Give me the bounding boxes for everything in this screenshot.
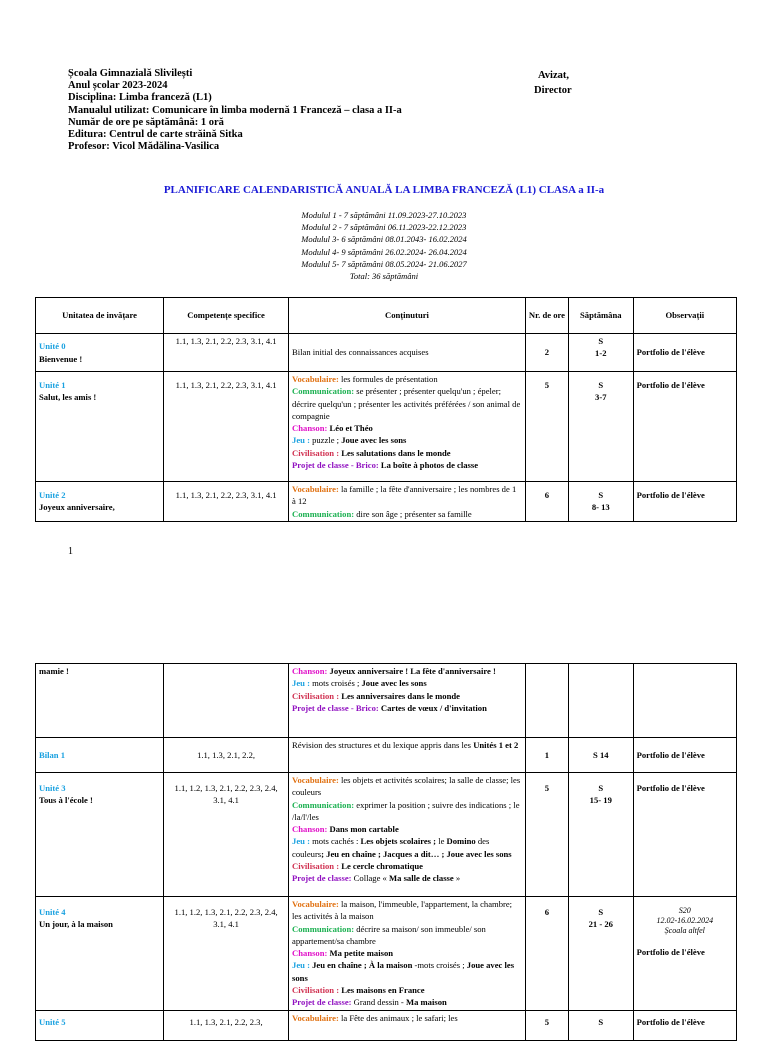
week-prefix: S bbox=[598, 783, 604, 793]
unit-cell bbox=[36, 1010, 164, 1040]
content-cell bbox=[289, 897, 526, 1011]
module-line: Modulul 1 - 7 săptămâni 11.09.2023-27.10.2023 bbox=[301, 210, 467, 220]
observations-text: Portfolio de l'élève bbox=[636, 380, 705, 390]
week-range: 1-2 bbox=[595, 348, 607, 359]
module-line: Modulul 3- 6 săptămâni 08.01.2043- 16.02.2024 bbox=[301, 234, 467, 245]
observation-note: S20 bbox=[678, 906, 691, 915]
game-text-bold: Joue avec les sons bbox=[341, 435, 407, 446]
week-range: 3-7 bbox=[595, 392, 607, 403]
module-line: Modulul 2 - 7 săptămâni 06.11.2023-22.12.2023 bbox=[301, 222, 467, 233]
school-header bbox=[68, 68, 402, 153]
unit-cell bbox=[36, 664, 164, 738]
project-text: Cartes de vœux / d'invitation bbox=[378, 702, 487, 713]
week-cell bbox=[568, 1010, 633, 1040]
game-text: mots cachés : bbox=[309, 836, 361, 847]
header-publisher: Editura: Centrul de carte străină Sitka bbox=[68, 129, 243, 141]
unit-label: Bilan 1 bbox=[39, 749, 66, 760]
week-cell bbox=[568, 372, 633, 482]
modules-list bbox=[0, 209, 768, 282]
unit-label: Unité 4 bbox=[39, 907, 66, 917]
unit-title-continued: mamie ! bbox=[39, 666, 69, 676]
unit-title: Joyeux anniversaire, bbox=[39, 502, 115, 513]
song-key: Chanson: bbox=[292, 423, 328, 434]
table-row bbox=[36, 334, 737, 372]
hours-value: 5 bbox=[544, 380, 550, 390]
communication-key: Communication: bbox=[292, 386, 355, 397]
competences-cell bbox=[164, 372, 289, 482]
page-title: PLANIFICARE CALENDARISTICĂ ANUALĂ LA LIMBA FRANCEZĂ (L1) CLASA a II-a bbox=[163, 184, 605, 196]
module-line: Modulul 4- 9 săptămâni 26.02.2024- 26.04.2024 bbox=[301, 246, 467, 257]
communication-key: Communication: bbox=[292, 923, 355, 934]
song-key: Chanson: bbox=[292, 666, 328, 676]
communication-text: exprimer la position ; suivre des indications ; le /la/l'/les bbox=[292, 799, 520, 822]
col-header-week: Săptămâna bbox=[568, 298, 633, 334]
observations-cell bbox=[633, 482, 736, 522]
song-text: Ma petite maison bbox=[327, 948, 394, 959]
unit-title: Un jour, à la maison bbox=[39, 919, 113, 930]
project-key: Projet de classe - Brico: bbox=[292, 460, 379, 471]
week-range: 21 - 26 bbox=[588, 919, 613, 930]
vocab-key: Vocabulaire: bbox=[292, 775, 339, 785]
competences-text: 1.1, 1.3, 2.1, 2.2, 2.3, 3.1, 4.1 bbox=[175, 380, 277, 390]
unit-label: Unité 1 bbox=[39, 380, 66, 390]
civilisation-text: Les salutations dans le monde bbox=[339, 447, 451, 458]
week-cell bbox=[568, 334, 633, 372]
hours-cell bbox=[525, 773, 568, 897]
game-key: Jeu : bbox=[292, 836, 310, 847]
week-range: 15- 19 bbox=[589, 795, 612, 806]
unit-cell bbox=[36, 773, 164, 897]
unit-label: Unité 5 bbox=[39, 1016, 66, 1027]
content-cell bbox=[289, 1010, 526, 1040]
game-text-3: des couleurs bbox=[292, 836, 490, 859]
table-row bbox=[36, 664, 737, 738]
table-row bbox=[36, 773, 737, 897]
vocab-text: la Fête des animaux ; le safari; les bbox=[338, 1012, 458, 1023]
hours-value: 5 bbox=[544, 1016, 550, 1027]
col-header-observations: Observații bbox=[633, 298, 736, 334]
project-text: Grand dessin - bbox=[351, 997, 406, 1008]
header-teacher: Profesor: Vicol Mădălina-Vasilica bbox=[68, 141, 220, 153]
table-row bbox=[36, 1010, 737, 1040]
hours-cell bbox=[525, 1010, 568, 1040]
observations-cell bbox=[633, 1010, 736, 1040]
competences-text: 1.1, 1.3, 2.1, 2.2, 2.3, 3.1, 4.1 bbox=[175, 490, 277, 500]
header-school: Școala Gimnazială Slivilești bbox=[68, 68, 193, 79]
observations-text: Portfolio de l'élève bbox=[636, 490, 705, 500]
competences-cell bbox=[164, 482, 289, 522]
unit-cell bbox=[36, 482, 164, 522]
song-key: Chanson: bbox=[292, 824, 328, 835]
song-text: Joyeux anniversaire ! La fête d'anniversaire ! bbox=[327, 666, 496, 676]
song-key: Chanson: bbox=[292, 948, 328, 959]
page-number: 1 bbox=[68, 546, 73, 557]
week-prefix: S bbox=[598, 490, 604, 500]
header-manual: Manualul utilizat: Comunicare în limba modernă 1 Franceză – clasa a II-a bbox=[68, 104, 402, 116]
hours-value: 5 bbox=[544, 783, 550, 793]
vocab-text: la famille ; la fête d'anniversaire ; les nombres de 1 à 12 bbox=[292, 484, 517, 507]
game-text-3-bold: ; Jeu en chaîne ; Jacques a dit… ; Joue avec les sons bbox=[321, 848, 512, 859]
game-text: mots croisés ; bbox=[309, 678, 362, 689]
communication-key: Communication: bbox=[292, 508, 355, 519]
civilisation-key: Civilisation : bbox=[292, 690, 340, 701]
vocab-key: Vocabulaire: bbox=[292, 899, 339, 909]
vocab-key: Vocabulaire: bbox=[292, 1012, 339, 1023]
civilisation-text: Le cercle chromatique bbox=[339, 861, 423, 872]
table-row bbox=[36, 738, 737, 773]
col-header-hours: Nr. de ore bbox=[525, 298, 568, 334]
content-cell bbox=[289, 773, 526, 897]
communication-text: décrire sa maison/ son immeuble/ son appartement/sa chambre bbox=[292, 923, 486, 946]
hours-cell bbox=[525, 482, 568, 522]
competences-cell: 1.1, 1.3, 2.1, 2.2, 2.3, 3.1, 4.1 bbox=[164, 334, 289, 372]
week-prefix: S bbox=[598, 907, 604, 917]
content-cell bbox=[289, 482, 526, 522]
content-cell bbox=[289, 664, 526, 738]
civilisation-key: Civilisation : bbox=[292, 985, 340, 996]
vocab-text: les objets et activités scolaires; la salle de classe; les couleurs bbox=[292, 775, 521, 798]
content-text-bold: Unités 1 et 2 bbox=[473, 740, 519, 750]
song-text: Dans mon cartable bbox=[327, 824, 399, 835]
game-key: Jeu : bbox=[292, 435, 310, 446]
game-text-2-bold: Joue avec les sons bbox=[292, 960, 515, 983]
competences-text: 1.1, 1.2, 1.3, 2.1, 2.2, 2.3, 2.4, 3.1, 4.1 bbox=[174, 907, 278, 930]
week-cell bbox=[568, 482, 633, 522]
unit-label: Unité 0 bbox=[39, 341, 66, 352]
table-row bbox=[36, 482, 737, 522]
game-key: Jeu : bbox=[292, 678, 310, 689]
competences-cell bbox=[164, 897, 289, 1011]
content-cell: Bilan initial des connaissances acquises bbox=[289, 334, 526, 372]
approval-block bbox=[534, 68, 572, 98]
unit-title: Salut, les amis ! bbox=[39, 392, 97, 403]
observation-note: 12.02-16.02.2024 bbox=[656, 916, 714, 925]
col-header-unit: Unitatea de invățare bbox=[36, 298, 164, 334]
civilisation-key: Civilisation : bbox=[292, 861, 340, 872]
game-text-bold: Les objets scolaires ; bbox=[360, 836, 437, 847]
competences-cell bbox=[164, 773, 289, 897]
header-discipline: Disciplina: Limba franceză (L1) bbox=[68, 92, 212, 104]
observations-cell: Portfolio de l'élève bbox=[633, 738, 736, 773]
content-cell bbox=[289, 738, 526, 773]
vocab-text: les formules de présentation bbox=[338, 374, 438, 384]
observations-text: Portfolio de l'élève bbox=[636, 1016, 705, 1027]
song-text: Léo et Théo bbox=[327, 423, 373, 434]
week-prefix: S bbox=[598, 380, 604, 390]
module-total: Total: 36 săptămâni bbox=[349, 271, 419, 282]
observations-cell bbox=[633, 372, 736, 482]
unit-label: Unité 2 bbox=[39, 490, 66, 500]
vocab-key: Vocabulaire: bbox=[292, 484, 339, 494]
hours-value: 6 bbox=[544, 490, 550, 500]
civilisation-text: Les anniversaires dans le monde bbox=[339, 690, 460, 701]
observations-cell bbox=[633, 664, 736, 738]
unit-cell bbox=[36, 372, 164, 482]
content-text: Révision des structures et du lexique appris dans les bbox=[292, 740, 474, 750]
hours-cell: 2 bbox=[525, 334, 568, 372]
project-key: Projet de classe: bbox=[292, 997, 352, 1008]
civilisation-text: Les maisons en France bbox=[339, 985, 425, 996]
project-text-end: » bbox=[453, 873, 461, 884]
content-cell bbox=[289, 372, 526, 482]
planning-table-continued bbox=[35, 663, 737, 1041]
observations-cell: Portfolio de l'élève bbox=[633, 334, 736, 372]
table-row bbox=[36, 372, 737, 482]
observations-text: Portfolio de l'élève bbox=[636, 783, 705, 793]
week-cell bbox=[568, 664, 633, 738]
col-header-competences: Competențe specifice bbox=[164, 298, 289, 334]
project-key: Projet de classe: bbox=[292, 873, 352, 884]
observations-cell bbox=[633, 773, 736, 897]
game-text: -mots croisés ; bbox=[412, 960, 467, 971]
table-header-row bbox=[36, 298, 737, 334]
unit-label: Unité 3 bbox=[39, 783, 66, 793]
header-hours: Număr de ore pe săptămână: 1 oră bbox=[68, 116, 224, 128]
competences-text: 1.1, 1.3, 2.1, 2.2, 2.3, bbox=[189, 1016, 263, 1027]
week-range: 8- 13 bbox=[591, 502, 610, 513]
vocab-text: la maison, l'immeuble, l'appartement, la chambre; les activités à la maison bbox=[292, 899, 513, 922]
competences-text: 1.1, 1.2, 1.3, 2.1, 2.2, 2.3, 2.4, 3.1, 4.1 bbox=[174, 783, 278, 806]
week-prefix: S bbox=[598, 336, 604, 346]
game-text: puzzle ; bbox=[309, 435, 342, 446]
hours-cell bbox=[525, 372, 568, 482]
director-label: Director bbox=[534, 85, 572, 96]
game-text-2-bold: Domino bbox=[446, 836, 476, 847]
competences-cell bbox=[164, 664, 289, 738]
communication-text: dire son âge ; présenter sa famille bbox=[354, 508, 472, 519]
project-text: La boîte à photos de classe bbox=[378, 460, 479, 471]
unit-cell bbox=[36, 334, 164, 372]
project-key: Projet de classe - Brico: bbox=[292, 702, 379, 713]
project-text: Collage « bbox=[351, 873, 390, 884]
unit-cell bbox=[36, 738, 164, 773]
unit-title: Tous à l'école ! bbox=[39, 795, 93, 806]
communication-key: Communication: bbox=[292, 799, 355, 810]
table-row bbox=[36, 897, 737, 1011]
project-text-bold: Ma salle de classe bbox=[389, 873, 454, 884]
communication-text: se présenter ; présenter quelqu'un ; épeler; décrire quelqu'un ; présenter les activités préférées / son animal de compagnie bbox=[292, 386, 521, 421]
planning-table bbox=[35, 297, 737, 522]
unit-cell bbox=[36, 897, 164, 1011]
game-text-bold: Joue avec les sons bbox=[361, 678, 427, 689]
game-text-2: le bbox=[436, 836, 447, 847]
unit-title: Bienvenue ! bbox=[39, 353, 83, 364]
col-header-content: Conținuturi bbox=[289, 298, 526, 334]
observations-cell bbox=[633, 897, 736, 1011]
game-key: Jeu : bbox=[292, 960, 310, 971]
observation-note: Școala altfel bbox=[664, 926, 705, 935]
header-year: Anul școlar 2023-2024 bbox=[68, 80, 168, 92]
civilisation-key: Civilisation : bbox=[292, 447, 340, 458]
week-prefix: S bbox=[598, 1016, 604, 1027]
competences-cell: 1.1, 1.3, 2.1, 2.2, bbox=[164, 738, 289, 773]
module-line: Modulul 5- 7 săptămâni 08.05.2024- 21.06.2027 bbox=[301, 258, 467, 269]
approval-label: Avizat, bbox=[538, 70, 570, 81]
competences-cell bbox=[164, 1010, 289, 1040]
hours-cell: 1 bbox=[525, 738, 568, 773]
hours-cell bbox=[525, 897, 568, 1011]
week-cell: S 14 bbox=[568, 738, 633, 773]
project-text-bold: Ma maison bbox=[405, 997, 447, 1008]
observations-text: Portfolio de l'élève bbox=[636, 947, 705, 957]
week-cell bbox=[568, 897, 633, 1011]
week-cell bbox=[568, 773, 633, 897]
game-text-bold: Jeu en chaîne ; À la maison bbox=[309, 960, 413, 971]
vocab-key: Vocabulaire: bbox=[292, 374, 339, 384]
hours-value: 6 bbox=[544, 907, 550, 917]
hours-cell bbox=[525, 664, 568, 738]
